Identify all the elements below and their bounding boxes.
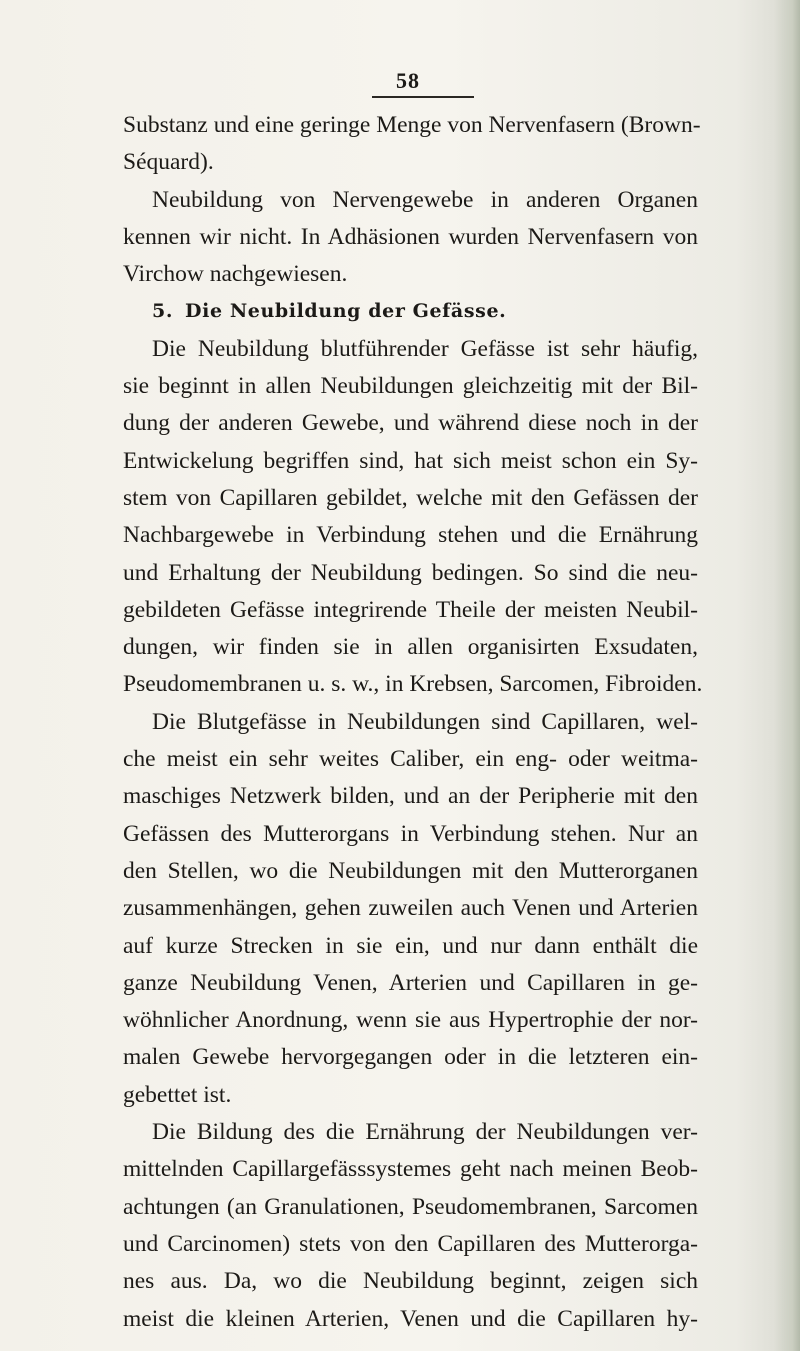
text-line: und Carcinomen) stets von den Capillaren des Mutterorga-: [123, 1230, 698, 1257]
section-heading: [123, 293, 698, 330]
text-line: Die Neubildung blutführender Gefässe ist sehr häufig,: [152, 335, 698, 362]
text-line: kennen wir nicht. In Adhäsionen wurden Nervenfasern von: [123, 223, 698, 250]
body-text: [123, 107, 703, 1338]
text-line: achtungen (an Granulationen, Pseudomembranen, Sarcomen: [123, 1193, 698, 1220]
text-line: Die Bildung des die Ernährung der Neubildungen ver-: [152, 1119, 698, 1146]
text-line: und Erhaltung der Neubildung bedingen. So sind die neu-: [123, 559, 698, 586]
section-number: 5.: [152, 300, 174, 323]
text-line: malen Gewebe hervorgegangen oder in die letzteren ein-: [123, 1044, 698, 1071]
text-line: Substanz und eine geringe Menge von Nervenfasern (Brown-: [123, 112, 701, 138]
text-line: zusammenhängen, gehen zuweilen auch Venen und Arterien: [123, 895, 698, 922]
text-line: nes aus. Da, wo die Neubildung beginnt, zeigen sich: [123, 1268, 698, 1295]
page-number: 58: [396, 68, 420, 93]
section-title: Die Neubildung der Gefässe.: [185, 300, 507, 323]
text-line: dung der anderen Gewebe, und während diese noch in der: [123, 410, 698, 437]
text-line: Gefässen des Mutterorgans in Verbindung stehen. Nur an: [123, 820, 698, 847]
text-line: maschiges Netzwerk bilden, und an der Peripherie mit den: [123, 783, 698, 810]
text-line: Neubildung von Nervengewebe in anderen Organen: [152, 186, 698, 213]
text-line: ganze Neubildung Venen, Arterien und Capillaren in ge-: [123, 969, 698, 996]
text-line: meist die kleinen Arterien, Venen und die Capillaren hy-: [123, 1305, 698, 1332]
text-line: sie beginnt in allen Neubildungen gleichzeitig mit der Bil-: [123, 373, 698, 400]
text-line: Entwickelung begriffen sind, hat sich meist schon ein Sy-: [123, 447, 698, 474]
text-line: Virchow nachgewiesen.: [123, 261, 348, 288]
text-line: Pseudomembranen u. s. w., in Krebsen, Sarcomen, Fibroiden.: [123, 671, 703, 698]
text-line: dungen, wir finden sie in allen organisirten Exsudaten,: [123, 634, 698, 661]
paragraph-block-before-heading: [123, 107, 701, 293]
page-edge-shadow: [774, 0, 800, 1351]
text-line: gebettet ist.: [123, 1081, 232, 1108]
text-line: den Stellen, wo die Neubildungen mit den Mutterorganen: [123, 857, 698, 884]
text-line: auf kurze Strecken in sie ein, und nur dann enthält die: [123, 932, 698, 959]
text-line: Nachbargewebe in Verbindung stehen und die Ernährung: [123, 522, 698, 549]
text-line: mittelnden Capillargefässsystemes geht nach meinen Beob-: [123, 1156, 698, 1183]
header-rule: [372, 96, 474, 98]
text-line: stem von Capillaren gebildet, welche mit den Gefässen der: [123, 484, 698, 511]
text-line: gebildeten Gefässe integrirende Theile der meisten Neubil-: [123, 596, 698, 623]
text-line: Die Blutgefässe in Neubildungen sind Capillaren, wel-: [152, 708, 698, 735]
text-line: che meist ein sehr weites Caliber, ein eng- oder weitma-: [123, 746, 698, 773]
text-line: wöhnlicher Anordnung, wenn sie aus Hypertrophie der nor-: [123, 1007, 698, 1034]
paragraph-block-after-heading: [123, 331, 703, 1338]
text-line: Séquard).: [123, 149, 214, 176]
